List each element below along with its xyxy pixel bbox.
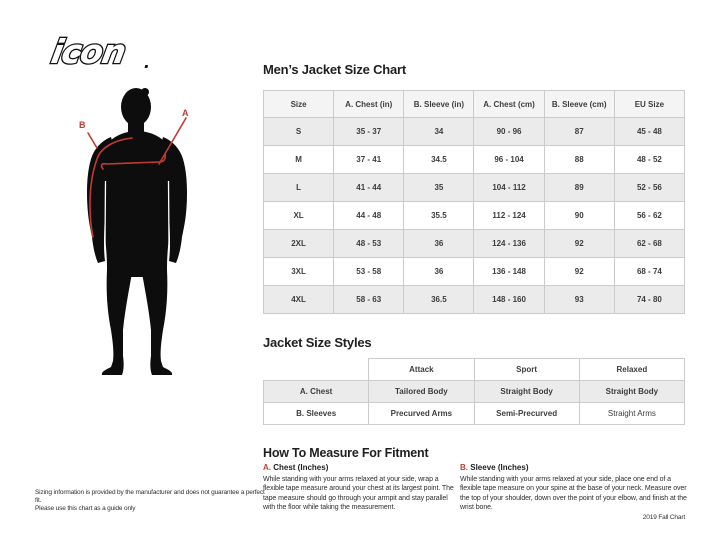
cell: XL: [264, 202, 334, 230]
cell: 93: [544, 286, 614, 314]
col-header-chest-in: A. Chest (in): [334, 91, 404, 118]
disclaimer-line-2: Please use this chart as a guide only: [35, 505, 136, 512]
measure-title: How To Measure For Fitment: [263, 446, 429, 460]
table-row-m: [264, 146, 685, 174]
brand-logo: [40, 28, 170, 79]
cell: 92: [544, 258, 614, 286]
cell: 88: [544, 146, 614, 174]
col-header-sleeve-cm: B. Sleeve (cm): [544, 91, 614, 118]
measure-chest-label: Chest (Inches): [273, 463, 329, 472]
cell: 37 - 41: [334, 146, 404, 174]
table-row-2xl: [264, 230, 685, 258]
cell: 90: [544, 202, 614, 230]
cell: Semi-Precurved: [474, 403, 579, 425]
col-header-chest-cm: A. Chest (cm): [474, 91, 544, 118]
col-header-size: Size: [264, 91, 334, 118]
cell: 87: [544, 118, 614, 146]
cell: 112 - 124: [474, 202, 544, 230]
cell: 92: [544, 230, 614, 258]
measurement-diagram: [55, 85, 205, 380]
cell: 2XL: [264, 230, 334, 258]
body-silhouette: [87, 88, 187, 375]
table-row-3xl: [264, 258, 685, 286]
measure-section-sleeve: [460, 463, 688, 513]
cell: 4XL: [264, 286, 334, 314]
col-header-sport: Sport: [474, 359, 579, 381]
col-header-attack: Attack: [369, 359, 474, 381]
cell: 41 - 44: [334, 174, 404, 202]
sleeve-label-pointer-line: [88, 133, 97, 148]
cell: 35: [404, 174, 474, 202]
cell: Tailored Body: [369, 381, 474, 403]
cell: 36.5: [404, 286, 474, 314]
cell: Straight Arms: [579, 403, 684, 425]
table-row-4xl: [264, 286, 685, 314]
size-chart-header-row: [264, 91, 685, 118]
cell: 89: [544, 174, 614, 202]
cell: Straight Body: [474, 381, 579, 403]
col-header-relaxed: Relaxed: [579, 359, 684, 381]
cell: 62 - 68: [614, 230, 684, 258]
table-row-l: [264, 174, 685, 202]
styles-chart-title: Jacket Size Styles: [263, 335, 372, 350]
cell: 68 - 74: [614, 258, 684, 286]
measure-sleeve-heading: [460, 463, 688, 473]
measure-sleeve-body: While standing with your arms relaxed at your side, place one end of a flexible tape measure on your spine at the base of your neck. Measure over the top of your shoulder, down over the point of your elbow, and finish at the wrist bone.: [460, 475, 687, 511]
col-header-sleeve-in: B. Sleeve (in): [404, 91, 474, 118]
col-header-eu-size: EU Size: [614, 91, 684, 118]
cell: 35.5: [404, 202, 474, 230]
cell: 35 - 37: [334, 118, 404, 146]
cell: 148 - 160: [474, 286, 544, 314]
cell: 96 - 104: [474, 146, 544, 174]
disclaimer: [35, 489, 270, 513]
cell: S: [264, 118, 334, 146]
measure-chest-heading: [263, 463, 459, 473]
blank-cell: [264, 359, 369, 381]
table-row-s: [264, 118, 685, 146]
cell: 45 - 48: [614, 118, 684, 146]
styles-header-row: [264, 359, 685, 381]
cell: 74 - 80: [614, 286, 684, 314]
cell: 36: [404, 230, 474, 258]
cell: 48 - 52: [614, 146, 684, 174]
cell: 48 - 53: [334, 230, 404, 258]
figure-silhouette: [55, 85, 205, 380]
cell: 136 - 148: [474, 258, 544, 286]
measure-chest-prefix: A.: [263, 463, 271, 472]
cell: 44 - 48: [334, 202, 404, 230]
measure-chest-body: While standing with your arms relaxed at your side, wrap a flexible tape measure around your chest at its largest point. The tape measure should go through your armpit and stay parallel with the floor while taking the measurement.: [263, 475, 454, 511]
cell: 34: [404, 118, 474, 146]
cell: Straight Body: [579, 381, 684, 403]
styles-row-sleeves: [264, 403, 685, 425]
logo-mark: .: [142, 53, 152, 72]
label-a-chest: A: [182, 108, 189, 118]
cell: 104 - 112: [474, 174, 544, 202]
styles-chart-table: [263, 358, 685, 425]
cell: L: [264, 174, 334, 202]
size-chart-title: Men’s Jacket Size Chart: [263, 62, 407, 77]
styles-row-chest: [264, 381, 685, 403]
label-b-sleeve: B: [79, 120, 86, 130]
measure-sleeve-prefix: B.: [460, 463, 468, 472]
disclaimer-line-1: Sizing information is provided by the manufacturer and does not guarantee a perfect fit.: [35, 489, 265, 504]
cell: 90 - 96: [474, 118, 544, 146]
icon-logo-graphic: [40, 28, 170, 74]
measure-sleeve-label: Sleeve (Inches): [470, 463, 529, 472]
cell: 3XL: [264, 258, 334, 286]
size-chart-table: [263, 90, 685, 314]
cell: 56 - 62: [614, 202, 684, 230]
chart-version: 2019 Fall Chart: [642, 514, 685, 521]
cell: 53 - 58: [334, 258, 404, 286]
cell: 34.5: [404, 146, 474, 174]
cell: Precurved Arms: [369, 403, 474, 425]
cell: 124 - 136: [474, 230, 544, 258]
cell: 36: [404, 258, 474, 286]
row-header-sleeves: B. Sleeves: [264, 403, 369, 425]
cell: 58 - 63: [334, 286, 404, 314]
measure-section-chest: [263, 463, 459, 513]
cell: M: [264, 146, 334, 174]
logo-text: icon: [48, 32, 129, 71]
row-header-chest: A. Chest: [264, 381, 369, 403]
table-row-xl: [264, 202, 685, 230]
cell: 52 - 56: [614, 174, 684, 202]
